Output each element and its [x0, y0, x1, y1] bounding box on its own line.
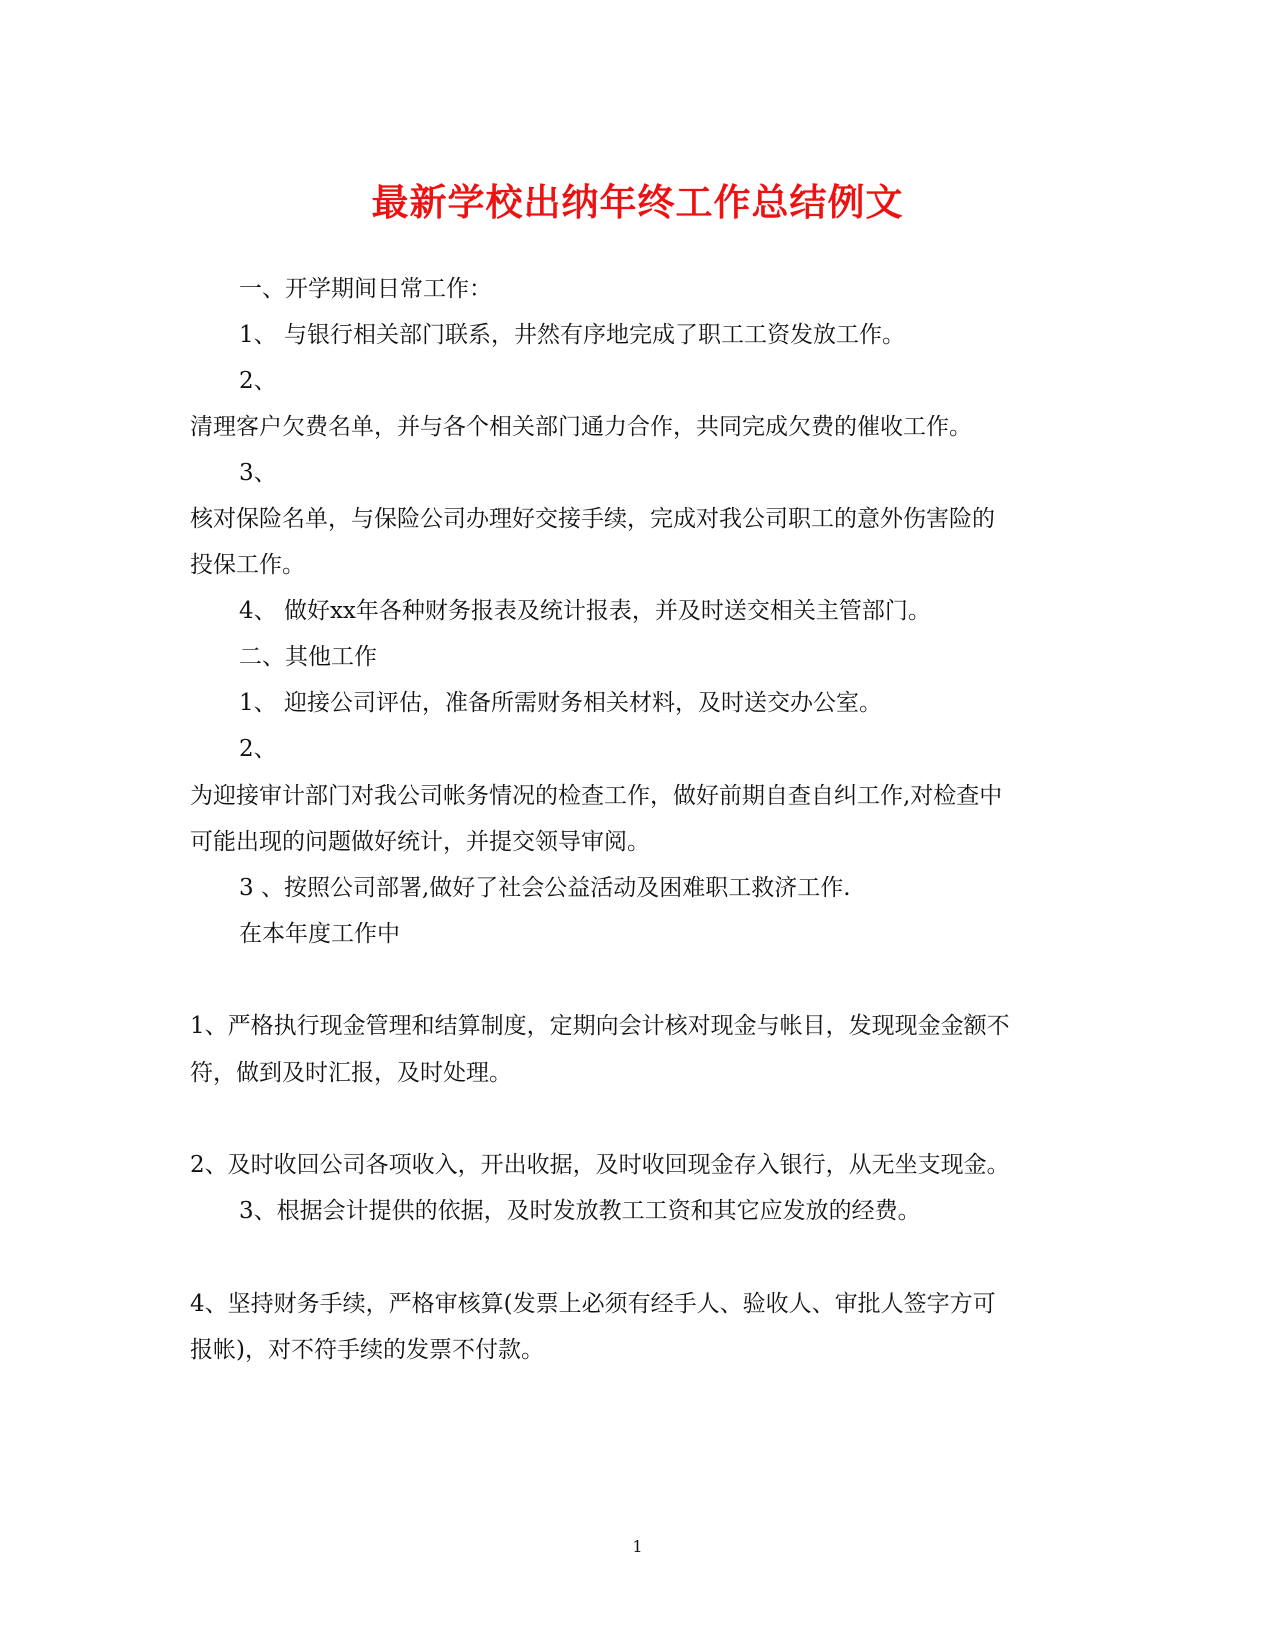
paragraph-line: 1、 迎接公司评估，准备所需财务相关材料，及时送交办公室。: [239, 690, 882, 716]
paragraph-line: 核对保险名单，与保险公司办理好交接手续，完成对我公司职工的意外伤害险的: [190, 506, 995, 532]
paragraph-line: 报帐)，对不符手续的发票不付款。: [190, 1337, 544, 1363]
paragraph-line: 3、根据会计提供的依据，及时发放教工工资和其它应发放的经费。: [239, 1198, 921, 1224]
paragraph-line: 3 、按照公司部署,做好了社会公益活动及困难职工救济工作.: [239, 875, 851, 901]
section-heading-1: 一、开学期间日常工作：: [239, 276, 492, 302]
paragraph-line: 1、 与银行相关部门联系，井然有序地完成了职工工资发放工作。: [239, 322, 905, 348]
paragraph-line: 清理客户欠费名单，并与各个相关部门通力合作，共同完成欠费的催收工作。: [190, 414, 972, 440]
paragraph-line: 2、: [239, 368, 277, 394]
paragraph-line: 符，做到及时汇报，及时处理。: [190, 1060, 512, 1086]
paragraph-line: 2、及时收回公司各项收入，开出收据，及时收回现金存入银行，从无坐支现金。: [190, 1152, 1010, 1178]
paragraph-line: 4、坚持财务手续，严格审核算(发票上必须有经手人、验收人、审批人签字方可: [190, 1291, 996, 1317]
section-heading-2: 二、其他工作: [239, 644, 377, 670]
paragraph-line: 4、 做好xx年各种财务报表及统计报表，并及时送交相关主管部门。: [239, 598, 931, 624]
page-number: 1: [632, 1537, 643, 1556]
paragraph-line: 1、严格执行现金管理和结算制度，定期向会计核对现金与帐目，发现现金金额不: [190, 1013, 1010, 1039]
paragraph-line: 在本年度工作中: [239, 921, 400, 947]
paragraph-line: 3、: [239, 460, 277, 486]
paragraph-line: 为迎接审计部门对我公司帐务情况的检查工作，做好前期自查自纠工作,对检查中: [190, 783, 1003, 809]
paragraph-line: 2、: [239, 736, 277, 762]
paragraph-line: 投保工作。: [190, 552, 305, 578]
paragraph-line: 可能出现的问题做好统计，并提交领导审阅。: [190, 829, 650, 855]
document-title: 最新学校出纳年终工作总结例文: [371, 180, 904, 224]
